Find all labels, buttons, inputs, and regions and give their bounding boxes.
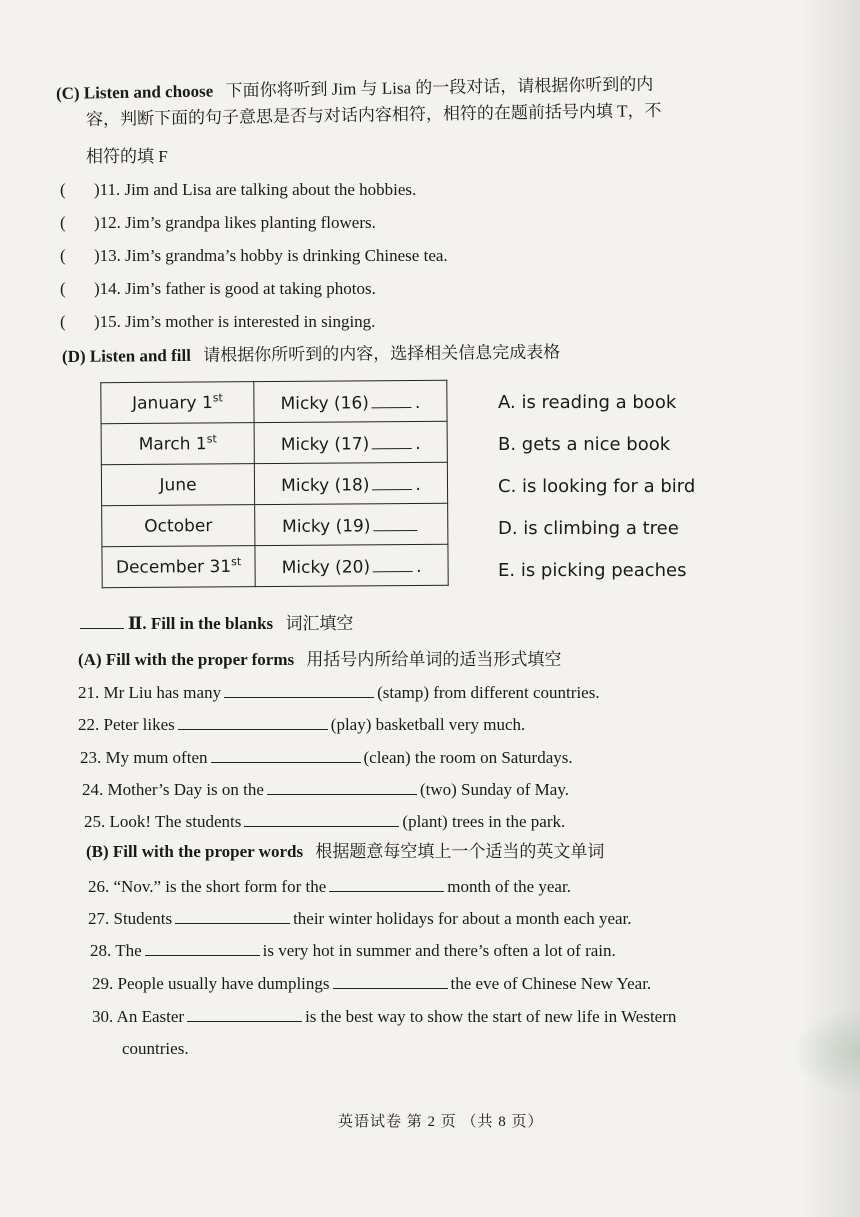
table-row — [102, 503, 448, 546]
table-row — [101, 421, 447, 464]
question-27: 27. Students their winter holidays for about a month each year. — [88, 905, 632, 931]
question-23: 23. My mum often (clean) the room on Saturdays. — [80, 744, 573, 770]
question-28: 28. The is very hot in summer and there’s often a lot of rain. — [90, 937, 616, 963]
table-row — [101, 462, 447, 505]
answer-blank[interactable] — [267, 776, 417, 795]
part-ii-title-cn: 词汇填空 — [285, 614, 354, 633]
answer-blank[interactable] — [175, 905, 290, 924]
section-d-instruction: 请根据你所听到的内容，选择相关信息完成表格 — [203, 342, 561, 365]
question-12: ( )12. Jim’s grandpa likes planting flowers. — [60, 213, 376, 232]
section-d-heading — [62, 341, 560, 369]
section-c-instruction-3: 相符的填 F — [86, 147, 168, 166]
question-15: ( )15. Jim’s mother is interested in singing. — [60, 312, 376, 331]
answer-blank[interactable] — [145, 937, 260, 956]
answer-blank[interactable] — [329, 873, 444, 892]
section-d-title: (D) Listen and fill — [61, 345, 192, 366]
part-ii-heading — [80, 612, 353, 636]
question-30-continuation: countries. — [122, 1039, 189, 1058]
date-cell: March 1st — [101, 423, 254, 465]
section-a-instruction: 用括号内所给单词的适当形式填空 — [306, 650, 562, 669]
question-25: 25. Look! The students (plant) trees in the park. — [84, 808, 565, 834]
score-blank[interactable] — [80, 628, 124, 629]
option-a: A. is reading a book — [498, 392, 677, 413]
answer-blank[interactable] — [211, 744, 361, 763]
answer-cell[interactable]: Micky (19) — [255, 503, 448, 545]
answer-blank[interactable] — [224, 679, 374, 698]
section-b-instruction: 根据题意每空填上一个适当的英文单词 — [315, 842, 605, 861]
answer-blank[interactable] — [187, 1003, 302, 1022]
answer-blank[interactable] — [333, 970, 448, 989]
section-c-instruction-1: 下面你将听到 Jim 与 Lisa 的一段对话，请根据你听到的内 — [225, 74, 654, 101]
page-corner-stain — [790, 1007, 860, 1097]
answer-blank[interactable] — [178, 711, 328, 730]
section-c-instruction-2: 容，判断下面的句子意思是否与对话内容相符，相符的在题前括号内填 T，不 — [85, 100, 662, 129]
question-11: ( )11. Jim and Lisa are talking about the hobbies. — [60, 180, 417, 199]
question-21: 21. Mr Liu has many (stamp) from different countries. — [78, 679, 600, 705]
option-e: E. is picking peaches — [498, 560, 687, 581]
answer-blank[interactable] — [244, 808, 399, 827]
date-cell: October — [102, 505, 255, 547]
table-row — [102, 544, 448, 587]
section-b-heading — [86, 840, 604, 864]
date-cell: January 1st — [101, 382, 254, 424]
question-29: 29. People usually have dumplings the eve of Chinese New Year. — [92, 970, 651, 996]
answer-cell[interactable]: Micky (20) . — [255, 544, 448, 586]
answer-cell[interactable]: Micky (18) . — [254, 462, 447, 504]
page-footer: 英语试卷 第 2 页 （共 8 页） — [338, 1114, 544, 1130]
date-cell: December 31st — [102, 546, 255, 588]
section-a-heading — [78, 648, 561, 672]
part-ii-title: Ⅱ. Fill in the blanks — [128, 614, 274, 633]
question-13: ( )13. Jim’s grandma’s hobby is drinking Chinese tea. — [60, 246, 448, 265]
option-c: C. is looking for a bird — [498, 476, 696, 497]
option-b: B. gets a nice book — [498, 434, 671, 455]
listening-fill-table — [100, 380, 448, 588]
question-30: 30. An Easter is the best way to show the start of new life in Western — [92, 1003, 676, 1029]
option-d: D. is climbing a tree — [498, 518, 679, 539]
table-row — [101, 380, 447, 423]
section-b-title: (B) Fill with the proper words — [86, 842, 304, 861]
section-a-title: (A) Fill with the proper forms — [78, 650, 295, 669]
question-14: ( )14. Jim’s father is good at taking photos. — [60, 279, 376, 298]
answer-cell[interactable]: Micky (17) . — [254, 421, 447, 463]
answer-cell[interactable]: Micky (16) . — [254, 380, 447, 422]
question-24: 24. Mother’s Day is on the (two) Sunday of May. — [82, 776, 569, 802]
section-c-title: (C) Listen and choose — [55, 81, 214, 103]
question-22: 22. Peter likes (play) basketball very much. — [78, 711, 525, 737]
question-26: 26. “Nov.” is the short form for the month of the year. — [88, 873, 571, 899]
date-cell: June — [101, 464, 254, 506]
